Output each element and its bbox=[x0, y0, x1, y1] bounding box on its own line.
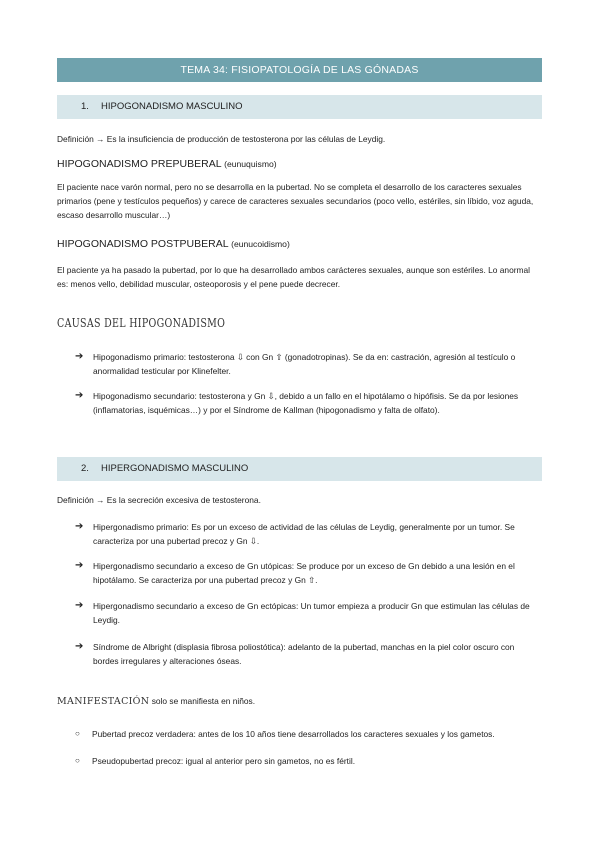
manifestacion-line bbox=[57, 694, 542, 709]
list-item-text: Hipergonadismo primario: Es por un exceso de actividad de las células de Leydig, generalmente por un tumor. Se caracteriza por una pubertad precoz y Gn ⇩. bbox=[93, 522, 515, 546]
arrow-icon: ➔ bbox=[75, 390, 84, 401]
list-item-text: Hipogonadismo primario: testosterona ⇩ con Gn ⇧ (gonadotropinas). Se da en: castración, agresión al testículo o anormalidad testicular por Klinefelter. bbox=[93, 352, 516, 376]
subheading-postpuberal bbox=[57, 237, 542, 251]
definition-hipergonadismo: Definición → Es la secreción excesiva de testosterona. bbox=[57, 495, 261, 505]
arrow-icon: ➔ bbox=[75, 641, 84, 652]
section-heading-hipergonadismo bbox=[57, 457, 542, 481]
list-item-causa-1 bbox=[75, 350, 542, 378]
list-item-causa-2 bbox=[75, 389, 542, 417]
list-item-text: Pubertad precoz verdadera: antes de los 10 años tiene desarrollados los caracteres sexuales y los gametos. bbox=[92, 729, 495, 739]
list-item-text: Hipergonadismo secundario a exceso de Gn utópicas: Se produce por un exceso de Gn debido a una lesión en el hipotálamo. Se caracteriza por una pubertad precoz y Gn ⇧. bbox=[93, 561, 515, 585]
list-item-text: Hipergonadismo secundario a exceso de Gn ectópicas: Un tumor empieza a producir Gn que estimulan las células de Leydig. bbox=[93, 601, 530, 625]
subheading-text: HIPOGONADISMO POSTPUBERAL bbox=[57, 238, 229, 250]
document-title: TEMA 34: FISIOPATOLOGÍA DE LAS GÓNADAS bbox=[57, 58, 542, 82]
list-item-text: Pseudopubertad precoz: igual al anterior pero sin gametos, no es fértil. bbox=[92, 756, 356, 766]
arrow-icon: ➔ bbox=[75, 600, 84, 611]
section-number: 2. bbox=[81, 463, 89, 474]
section-number: 1. bbox=[81, 101, 89, 112]
arrow-icon: ➔ bbox=[75, 560, 84, 571]
list-item-hiper-4 bbox=[75, 640, 542, 668]
list-item-hiper-3 bbox=[75, 599, 542, 627]
subheading-prepuberal bbox=[57, 157, 542, 171]
circle-bullet-icon: ○ bbox=[75, 729, 80, 738]
list-item-text: Hipogonadismo secundario: testosterona y Gn ⇩, debido a un fallo en el hipotálamo o hipófisis. Se da por lesiones (inflamatorias, isquémicas…) y por el Síndrome de Kallman (hipogonadismo y falta de olfato). bbox=[93, 391, 519, 415]
definition-hipogonadismo: Definición → Es la insuficiencia de producción de testosterona por las células de Leydig. bbox=[57, 134, 386, 144]
subheading-note: (eunuquismo) bbox=[224, 159, 277, 169]
heading-manifestacion: MANIFESTACIÓN bbox=[57, 696, 150, 707]
paragraph-postpuberal: El paciente ya ha pasado la pubertad, por lo que ha desarrollado ambos carácteres sexuales, aunque son estériles. Lo anormal es: menos vello, debilidad muscular, osteoporosis y el pene puede decrecer. bbox=[57, 265, 531, 289]
list-item-manif-2 bbox=[75, 754, 542, 768]
list-item-hiper-1 bbox=[75, 520, 542, 548]
section-label: HIPOGONADISMO MASCULINO bbox=[101, 101, 243, 112]
subheading-text: HIPOGONADISMO PREPUBERAL bbox=[57, 158, 222, 170]
paragraph-prepuberal: El paciente nace varón normal, pero no se desarrolla en la pubertad. No se completa el desarrollo de los caracteres sexuales primarios (pene y testículos pequeños) y carece de caracteres sexuales secundarios (poco vello, estériles, sin líbido, voz aguda, escaso desarrollo muscular…) bbox=[57, 182, 534, 220]
list-item-hiper-2 bbox=[75, 559, 542, 587]
arrow-icon: ➔ bbox=[75, 351, 84, 362]
list-item-text: Síndrome de Albright (displasia fibrosa poliostótica): adelanto de la pubertad, manchas en la piel color oscuro con bordes irregulares y alteraciones óseas. bbox=[93, 642, 515, 666]
list-item-manif-1 bbox=[75, 727, 542, 741]
heading-causas: CAUSAS DEL HIPOGONADISMO bbox=[57, 317, 226, 331]
subheading-note: (eunucoidismo) bbox=[231, 239, 290, 249]
arrow-icon: ➔ bbox=[75, 521, 84, 532]
section-label: HIPERGONADISMO MASCULINO bbox=[101, 463, 249, 474]
manifestacion-text: solo se manifiesta en niños. bbox=[151, 696, 256, 706]
circle-bullet-icon: ○ bbox=[75, 756, 80, 765]
section-heading-hipogonadismo bbox=[57, 95, 542, 119]
